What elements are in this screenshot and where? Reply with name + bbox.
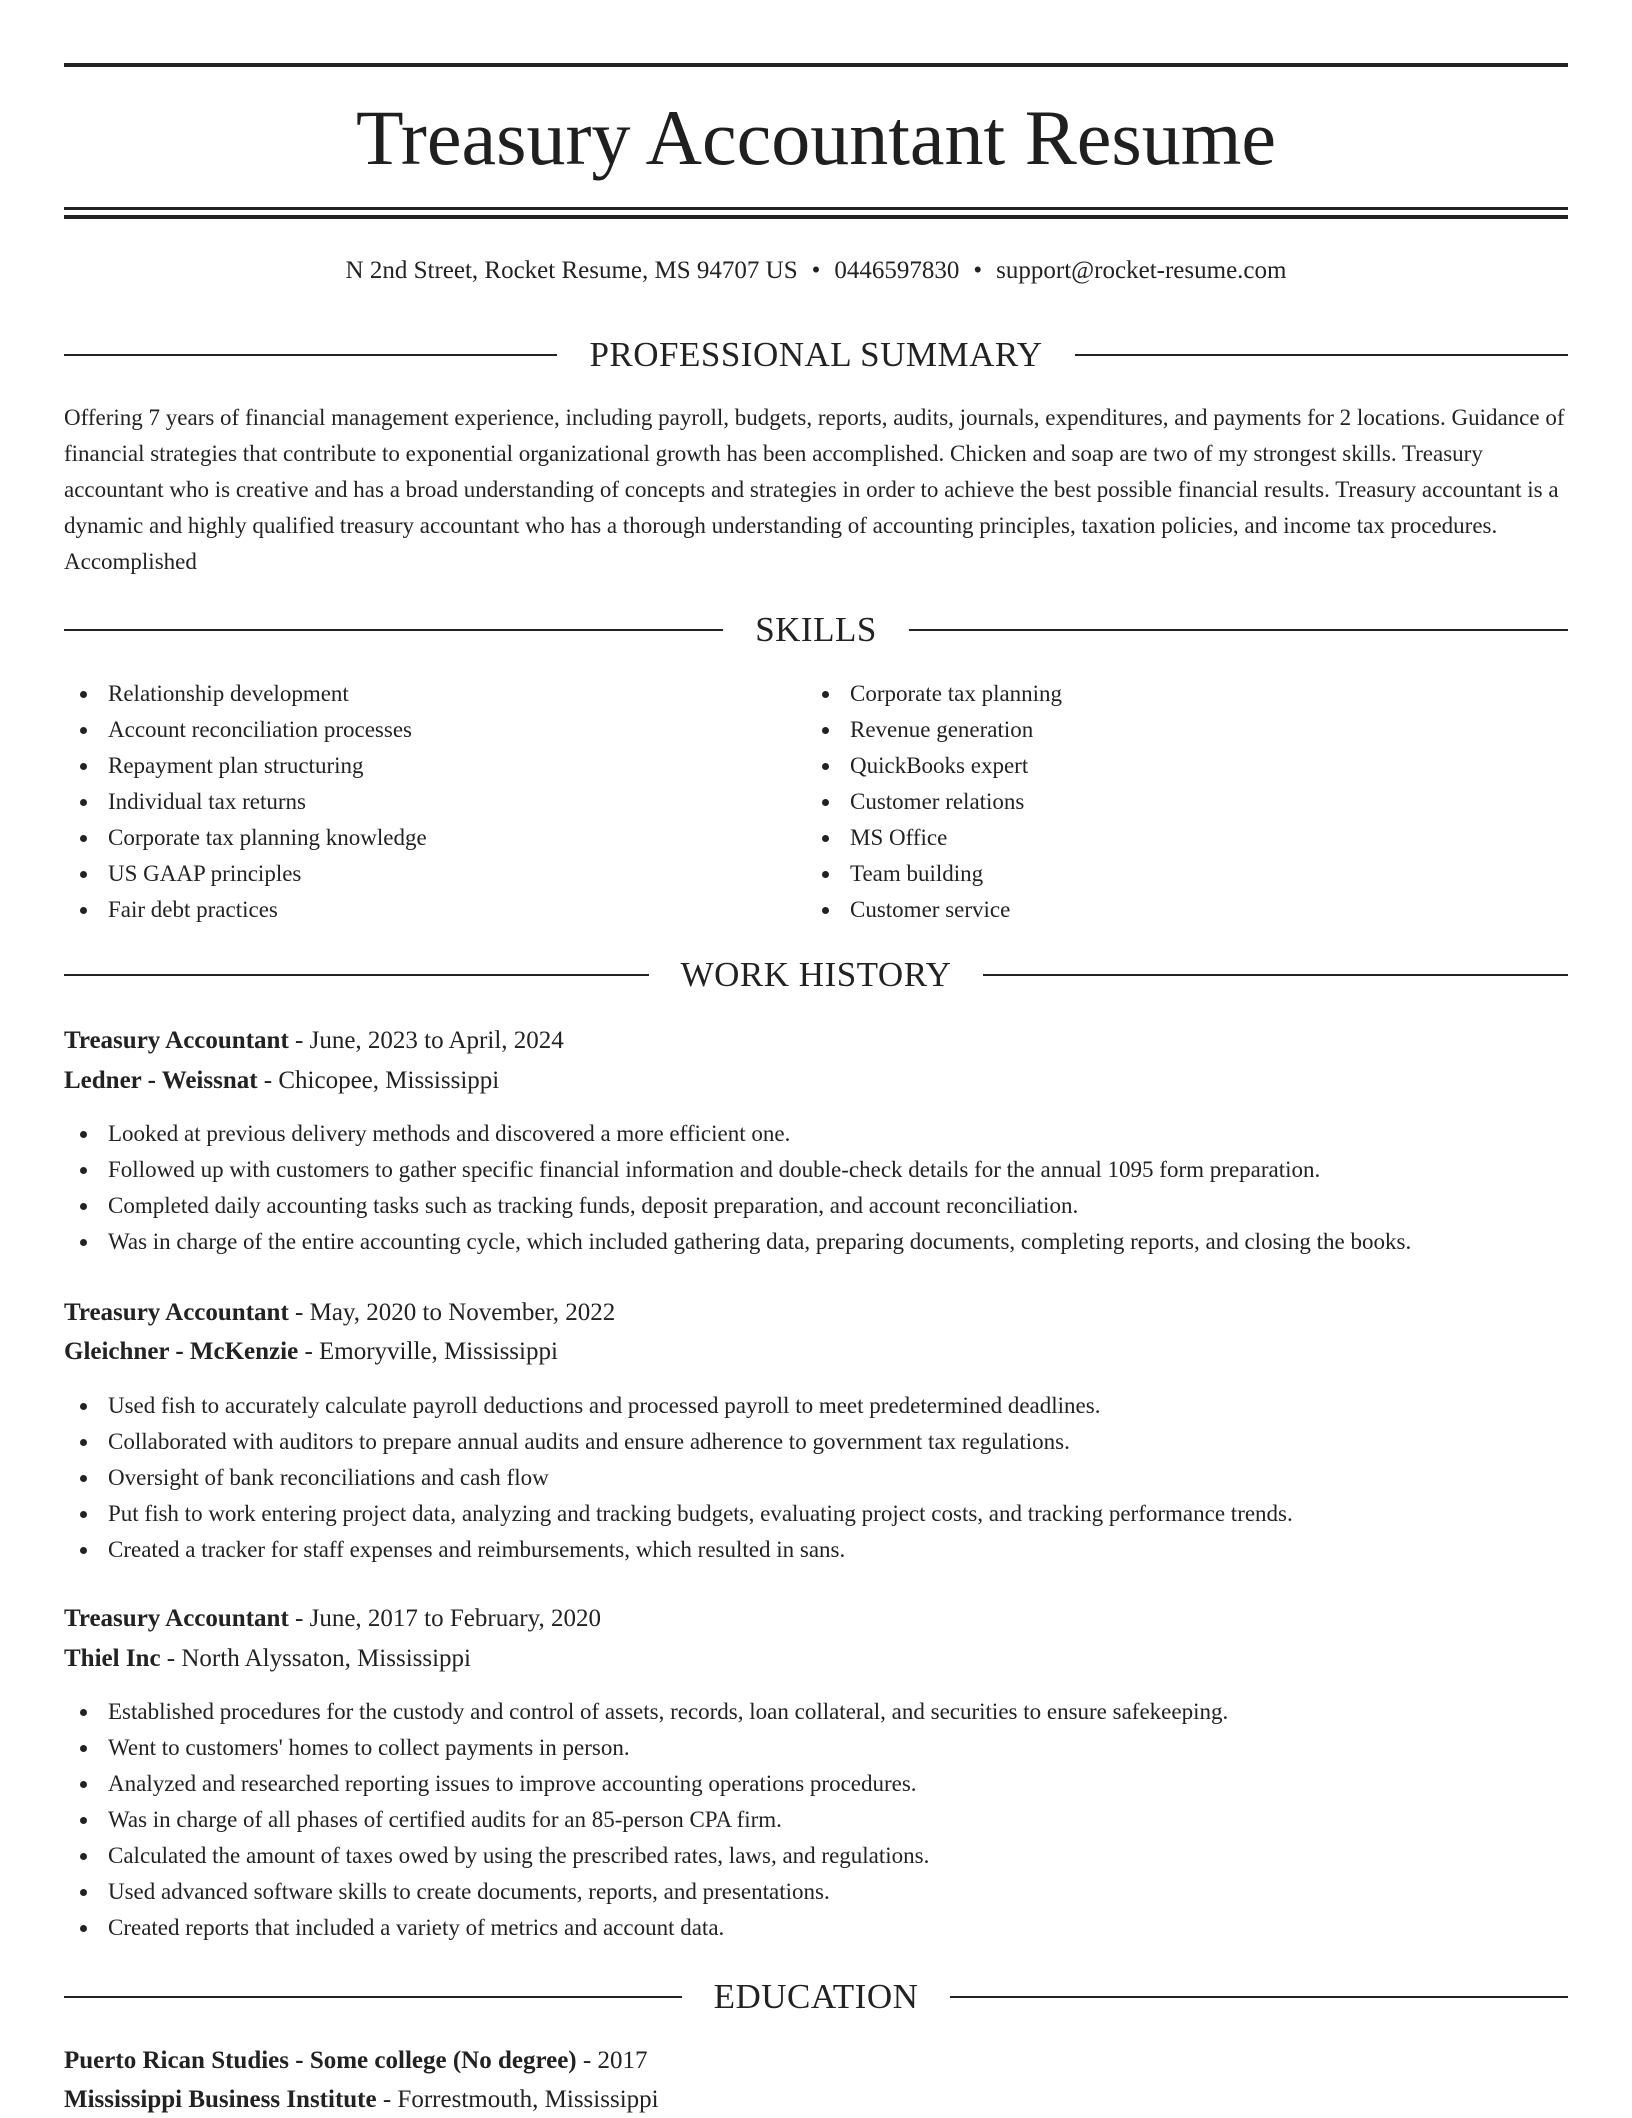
duty-item: Analyzed and researched reporting issues to improve accounting operations procedures. [64, 1766, 1568, 1802]
summary-heading-label: PROFESSIONAL SUMMARY [589, 335, 1043, 374]
education-school: Mississippi Business Institute [64, 2086, 377, 2113]
education-degree: Puerto Rican Studies - Some college (No degree) [64, 2047, 577, 2074]
duty-item: Was in charge of the entire accounting cycle, which included gathering data, preparing documents, completing reports, and closing the books. [64, 1224, 1568, 1260]
skill-item: US GAAP principles [64, 856, 804, 892]
skill-item: Relationship development [64, 676, 804, 712]
contact-line [64, 254, 1568, 288]
skills-section-heading [64, 608, 1568, 652]
heading-rule [64, 629, 723, 631]
job-duties-list [64, 1694, 1568, 1946]
job-location: - North Alyssaton, Mississippi [160, 1645, 471, 1672]
job-title-line [64, 1601, 1568, 1637]
education-heading-label: EDUCATION [713, 1977, 919, 2016]
duty-item: Used advanced software skills to create documents, reports, and presentations. [64, 1874, 1568, 1910]
summary-section-heading [64, 333, 1568, 377]
skill-item: Repayment plan structuring [64, 748, 804, 784]
heading-rule [909, 629, 1568, 631]
job-duties-list [64, 1388, 1568, 1568]
education-section-heading [64, 1975, 1568, 2019]
job-title: Treasury Accountant [64, 1027, 289, 1054]
skill-item: Team building [806, 856, 1546, 892]
skill-item: QuickBooks expert [806, 748, 1546, 784]
job-title: Treasury Accountant [64, 1299, 289, 1326]
contact-address: N 2nd Street, Rocket Resume, MS 94707 US [345, 257, 798, 284]
skill-item: Account reconciliation processes [64, 712, 804, 748]
heading-rule [64, 1996, 682, 1998]
education-degree-line [64, 2043, 1568, 2079]
job-company: Thiel Inc [64, 1645, 161, 1672]
duty-item: Put fish to work entering project data, analyzing and tracking budgets, evaluating project costs, and tracking performance trends. [64, 1496, 1568, 1532]
resume-title: Treasury Accountant Resume [356, 94, 1276, 181]
job-company-line [64, 1641, 1568, 1677]
job-company-line [64, 1334, 1568, 1370]
job-location: - Chicopee, Mississippi [257, 1067, 500, 1094]
heading-rule [983, 974, 1568, 976]
heading-rule [64, 354, 557, 356]
skill-item: Fair debt practices [64, 892, 804, 928]
duty-item: Followed up with customers to gather specific financial information and double-check details for the annual 1095 form preparation. [64, 1152, 1568, 1188]
duty-item: Established procedures for the custody and control of assets, records, loan collateral, and securities to ensure safekeeping. [64, 1694, 1568, 1730]
top-rule [64, 63, 1568, 67]
skill-item: Corporate tax planning [806, 676, 1546, 712]
duty-item: Oversight of bank reconciliations and cash flow [64, 1460, 1568, 1496]
heading-rule [1075, 354, 1568, 356]
work-history-section-heading [64, 953, 1568, 997]
job-dates: - June, 2023 to April, 2024 [288, 1027, 564, 1054]
duty-item: Looked at previous delivery methods and discovered a more efficient one. [64, 1116, 1568, 1152]
skill-item: Revenue generation [806, 712, 1546, 748]
education-year: - 2017 [576, 2047, 648, 2074]
skill-item: MS Office [806, 820, 1546, 856]
skill-item: Individual tax returns [64, 784, 804, 820]
skills-list-left [64, 676, 804, 928]
skill-item: Corporate tax planning knowledge [64, 820, 804, 856]
job-company: Gleichner - McKenzie [64, 1338, 299, 1365]
duty-item: Was in charge of all phases of certified audits for an 85-person CPA firm. [64, 1802, 1568, 1838]
duty-item: Collaborated with auditors to prepare annual audits and ensure adherence to government tax regulations. [64, 1424, 1568, 1460]
work-history-heading-label: WORK HISTORY [680, 955, 952, 994]
contact-email[interactable]: support@rocket-resume.com [996, 257, 1287, 284]
job-title-line [64, 1295, 1568, 1331]
duty-item: Went to customers' homes to collect payments in person. [64, 1730, 1568, 1766]
job-duties-list [64, 1116, 1568, 1260]
heading-rule [64, 974, 649, 976]
skills-heading-label: SKILLS [755, 610, 877, 649]
skill-item: Customer service [806, 892, 1546, 928]
job-title: Treasury Accountant [64, 1605, 289, 1632]
summary-text: Offering 7 years of financial management experience, including payroll, budgets, reports, audits, journals, expenditures, and payments for 2 locations. Guidance of financial strategies that contribute to exponential organizational growth has been accomplished. Chicken and soap are two of my strongest skills. Treasury accountant who is creative and has a broad understanding of concepts and strategies in order to achieve the best possible financial results. Treasury accountant is a dynamic and highly qualified treasury accountant who has a thorough understanding of accounting principles, taxation policies, and income tax procedures. Accomplished [64, 405, 1565, 574]
job-dates: - May, 2020 to November, 2022 [288, 1299, 616, 1326]
contact-phone: 0446597830 [834, 257, 960, 284]
education-location: - Forrestmouth, Mississippi [376, 2086, 659, 2113]
skill-item: Customer relations [806, 784, 1546, 820]
title-rule-lower [64, 215, 1568, 219]
duty-item: Completed daily accounting tasks such as tracking funds, deposit preparation, and account reconciliation. [64, 1188, 1568, 1224]
duty-item: Calculated the amount of taxes owed by using the prescribed rates, laws, and regulations. [64, 1838, 1568, 1874]
education-school-line [64, 2082, 1568, 2118]
skills-list-right [806, 676, 1546, 928]
title-rule-upper [64, 207, 1568, 210]
duty-item: Created a tracker for staff expenses and reimbursements, which resulted in sans. [64, 1532, 1568, 1568]
job-company: Ledner - Weissnat [64, 1067, 258, 1094]
duty-item: Used fish to accurately calculate payroll deductions and processed payroll to meet predetermined deadlines. [64, 1388, 1568, 1424]
job-dates: - June, 2017 to February, 2020 [288, 1605, 602, 1632]
job-location: - Emoryville, Mississippi [298, 1338, 558, 1365]
job-title-line [64, 1023, 1568, 1059]
heading-rule [950, 1996, 1568, 1998]
contact-separator: • [973, 257, 983, 284]
job-company-line [64, 1063, 1568, 1099]
duty-item: Created reports that included a variety of metrics and account data. [64, 1910, 1568, 1946]
contact-separator: • [811, 257, 821, 284]
